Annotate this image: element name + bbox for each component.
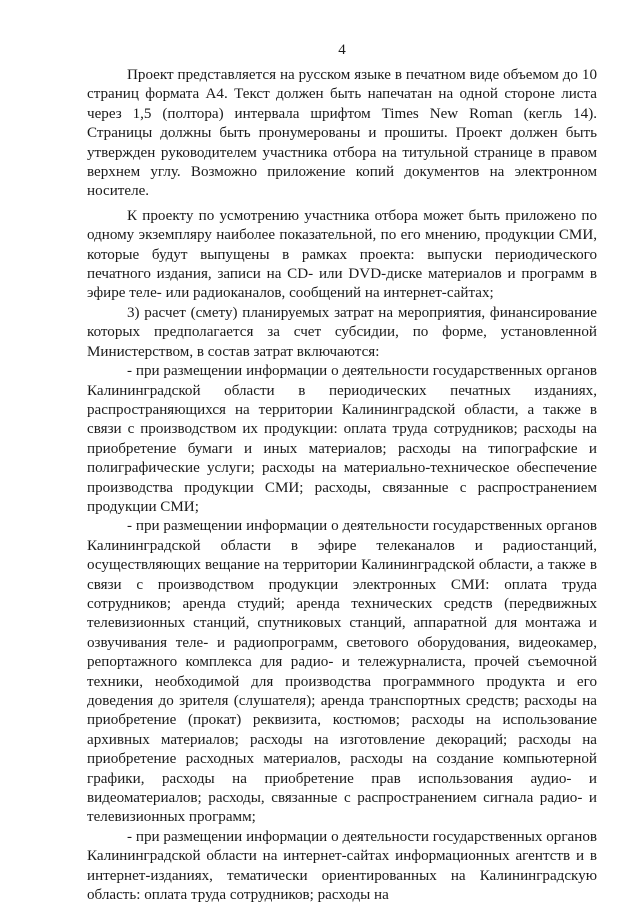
list-item-internet-media: - при размещении информации о деятельности государственных органов Калининградской области на интернет-сайтах информационных агентств и в интернет-изданиях, тематически ориентированных на Калининградскую область: оплата труда сотрудников; расходы на (87, 828, 597, 904)
document-page (87, 40, 597, 905)
paragraph-cost-estimate: 3) расчет (смету) планируемых затрат на мероприятия, финансирование которых предполагается за счет субсидии, по форме, установленной Министерством, в состав затрат включаются: (87, 304, 597, 360)
list-item-print-media: - при размещении информации о деятельности государственных органов Калининградской области в периодических печатных изданиях, распространяющихся на территории Калининградской области, а также в связи с производством их продукции: оплата труда сотрудников; расходы на приобретение бумаги и иных материалов; расходы на типографские и полиграфические услуги; расходы на материально-техническое обеспечение производства продукции СМИ; расходы, связанные с распространением продукции СМИ; (87, 363, 597, 515)
page-number: 4 (338, 42, 346, 58)
list-item-broadcast-media: - при размещении информации о деятельности государственных органов Калининградской области в эфире телеканалов и радиостанций, осуществляющих вещание на территории Калининградской области, а также в связи с производством продукции электронных СМИ: оплата труда сотрудников; аренда студий; аренда технических средств (передвижных телевизионных станций, спутниковых станций, аппаратной для монтажа и озвучивания теле- и радиопрограмм, светового оборудования, видеокамер, репортажного комплекса для радио- и тележурналиста, прочей съемочной техники, необходимой для производства программного продукта и его доведения до зрителя (слушателя); аренда транспортных средств; расходы на приобретение (прокат) реквизита, костюмов; расходы на использование архивных материалов; расходы на изготовление декораций; расходы на приобретение расходных материалов, расходы на создание компьютерной графики, расходы на приобретение прав использования аудио- и видеоматериалов; расходы, связанные с распространением сигнала радио- и телевизионных программ; (87, 518, 597, 826)
paragraph-media-samples: К проекту по усмотрению участника отбора может быть приложено по одному экземпляру наиболее показательной, по его мнению, продукции СМИ, которые будут выпущены в рамках проекта: выпуски периодического печатного издания, записи на CD- или DVD-диске материалов и программ в эфире теле- или радиоканалов, сообщений на интернет-сайтах; (87, 207, 597, 302)
paragraph-project-format: Проект представляется на русском языке в печатном виде объемом до 10 страниц формата А4. Текст должен быть напечатан на одной стороне листа через 1,5 (полтора) интервала шрифтом Times New Roman (кегль 14). Страницы должны быть пронумерованы и прошиты. Проект должен быть утвержден руководителем участника отбора на титульной странице в правом верхнем углу. Возможно приложение копий документов на электронном носителе. (87, 67, 597, 200)
